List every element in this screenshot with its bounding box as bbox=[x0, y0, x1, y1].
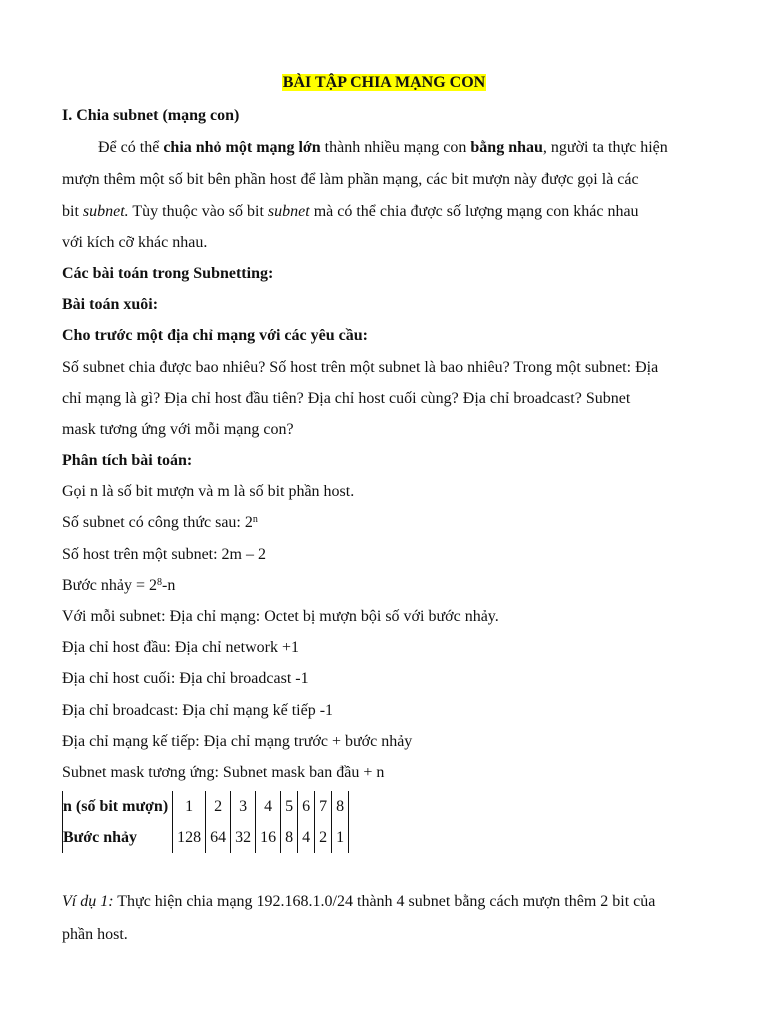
text-run: mà có thể chia được số lượng mạng con khác nhau bbox=[309, 203, 639, 220]
heading-given: Cho trước một địa chỉ mạng với các yêu cầu: bbox=[62, 327, 368, 344]
question-line-3: mask tương ứng với mỗi mạng con? bbox=[62, 421, 294, 438]
table-cell: 3 bbox=[231, 791, 256, 822]
question-line-2: chỉ mạng là gì? Địa chỉ host đầu tiên? Địa chỉ host cuối cùng? Địa chỉ broadcast? Subnet bbox=[62, 390, 631, 407]
text-run: Số subnet có công thức sau: 2 bbox=[62, 514, 253, 531]
analysis-line-4 bbox=[62, 576, 712, 596]
italic-run: subnet bbox=[267, 203, 310, 220]
analysis-line-10: Subnet mask tương ứng: Subnet mask ban đầu + n bbox=[62, 764, 385, 781]
analysis-line-2 bbox=[62, 513, 712, 533]
italic-run: subnet. bbox=[82, 203, 129, 220]
table-cell: 5 bbox=[281, 791, 298, 822]
heading-analysis: Phân tích bài toán: bbox=[62, 452, 193, 469]
para-line-4: với kích cỡ khác nhau. bbox=[62, 234, 208, 251]
table-cell: 8 bbox=[332, 791, 349, 822]
table-cell: 128 bbox=[173, 822, 206, 853]
document-title bbox=[0, 74, 768, 92]
text-run: -n bbox=[162, 577, 176, 594]
superscript: 8 bbox=[157, 577, 163, 588]
text-run: , người ta thực hiện bbox=[542, 139, 668, 156]
table-cell: 4 bbox=[256, 791, 281, 822]
superscript: n bbox=[252, 514, 258, 525]
table-cell: 1 bbox=[332, 822, 349, 853]
analysis-line-6: Địa chỉ host đầu: Địa chỉ network +1 bbox=[62, 639, 299, 656]
text-run: Để có thể bbox=[98, 139, 164, 156]
table-cell: 4 bbox=[298, 822, 315, 853]
row-label: Bước nhảy bbox=[63, 822, 173, 853]
heading-forward: Bài toán xuôi: bbox=[62, 296, 159, 313]
para-line-1 bbox=[98, 138, 712, 158]
analysis-line-8: Địa chỉ broadcast: Địa chỉ mạng kế tiếp -1 bbox=[62, 702, 334, 719]
analysis-line-9: Địa chỉ mạng kế tiếp: Địa chỉ mạng trước + bước nhảy bbox=[62, 733, 413, 750]
analysis-line-1: Gọi n là số bit mượn và m là số bit phần host. bbox=[62, 483, 355, 500]
example-label: Ví dụ 1: bbox=[62, 893, 114, 910]
text-run: Thực hiện chia mạng 192.168.1.0/24 thành 4 subnet bằng cách mượn thêm 2 bit của bbox=[113, 893, 656, 910]
analysis-line-5: Với mỗi subnet: Địa chỉ mạng: Octet bị mượn bội số với bước nhảy. bbox=[62, 608, 499, 625]
example-line-2: phần host. bbox=[62, 926, 128, 943]
question-line-1: Số subnet chia được bao nhiêu? Số host trên một subnet là bao nhiêu? Trong một subnet: Địa bbox=[62, 359, 659, 376]
section-heading: I. Chia subnet (mạng con) bbox=[62, 107, 240, 124]
table-cell: 16 bbox=[256, 822, 281, 853]
table-cell: 1 bbox=[173, 791, 206, 822]
row-label: n (số bit mượn) bbox=[63, 791, 173, 822]
table-cell: 2 bbox=[315, 822, 332, 853]
table-cell: 6 bbox=[298, 791, 315, 822]
analysis-line-7: Địa chỉ host cuối: Địa chỉ broadcast -1 bbox=[62, 670, 309, 687]
text-run: bit bbox=[62, 203, 83, 220]
example-line-1 bbox=[62, 892, 712, 912]
text-run: Tùy thuộc vào số bit bbox=[128, 203, 268, 220]
title-highlight: BÀI TẬP CHIA MẠNG CON bbox=[282, 74, 486, 91]
text-run: thành nhiều mạng con bbox=[320, 139, 471, 156]
table-cell: 7 bbox=[315, 791, 332, 822]
step-table bbox=[62, 791, 349, 853]
para-line-2: mượn thêm một số bit bên phần host để làm phần mạng, các bit mượn này được gọi là các bbox=[62, 171, 639, 188]
table-cell: 64 bbox=[206, 822, 231, 853]
para-line-3 bbox=[62, 202, 712, 222]
table-cell: 32 bbox=[231, 822, 256, 853]
table-row bbox=[63, 791, 349, 822]
heading-problems: Các bài toán trong Subnetting: bbox=[62, 265, 274, 282]
analysis-line-3: Số host trên một subnet: 2m – 2 bbox=[62, 546, 266, 563]
table-row bbox=[63, 822, 349, 853]
bold-run: bằng nhau bbox=[470, 139, 543, 156]
text-run: Bước nhảy = 2 bbox=[62, 577, 158, 594]
table-cell: 2 bbox=[206, 791, 231, 822]
table-cell: 8 bbox=[281, 822, 298, 853]
bold-run: chia nhỏ một mạng lớn bbox=[163, 139, 321, 156]
